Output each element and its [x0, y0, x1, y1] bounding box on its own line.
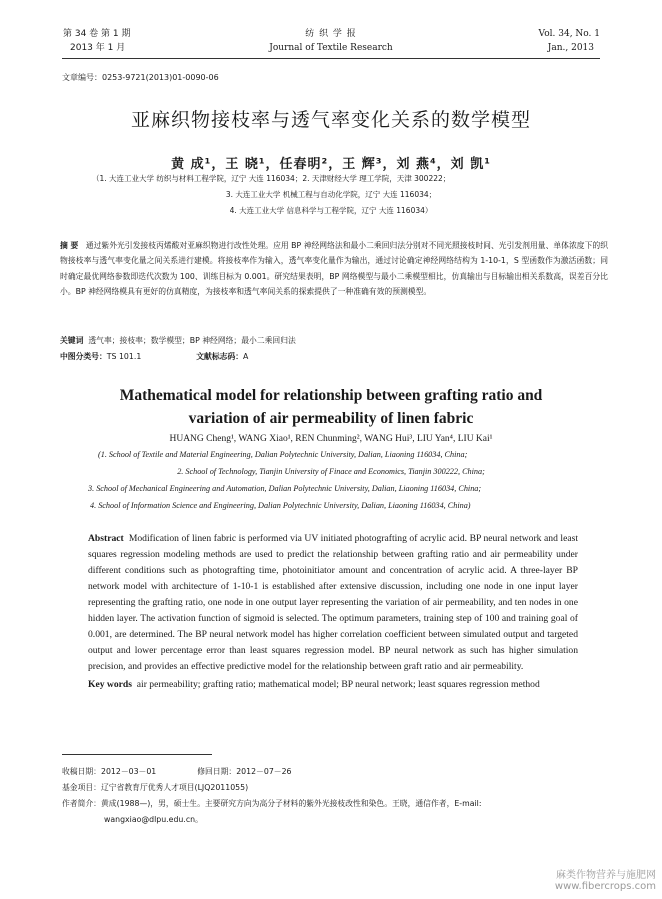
watermark [555, 866, 656, 892]
keywords-en [88, 677, 578, 693]
header-journal-cn: 纺 织 学 报 [305, 29, 357, 39]
affiliation-cn-1: （1. 大连工业大学 纺织与材料工程学院，辽宁 大连 116034；2. 天津财经大学 理工学院，天津 300222； [92, 174, 451, 183]
keywords-cn-text: 透气率；接枝率；数学模型；BP 神经网络；最小二乘回归法 [88, 336, 296, 345]
header-journal-en: Journal of Textile Research [269, 43, 393, 53]
affiliation-cn-3: 4. 大连工业大学 信息科学与工程学院，辽宁 大连 116034） [229, 206, 433, 215]
title-en-line-1: Mathematical model for relationship between grafting ratio and [119, 387, 543, 404]
title-en [0, 384, 662, 430]
title-en-line-2: variation of air permeability of linen fabric [188, 410, 474, 427]
affiliation-en-2: 2. School of Technology, Tianjin University of Finace and Economics, Tianjin 300222, China; [177, 467, 485, 476]
classification-cn [60, 351, 248, 362]
header-vol-en: Vol. 34, No. 1 [538, 29, 600, 39]
affiliation-cn-2: 3. 大连工业大学 机械工程与自动化学院，辽宁 大连 116034； [225, 190, 437, 199]
authors-en: HUANG Cheng¹, WANG Xiao¹, REN Chunming², WANG Hui³, LIU Yan⁴, LIU Kai¹ [169, 434, 493, 444]
footnote-fund: 基金项目：辽宁省教育厅优秀人才项目(LJQ2011055) [62, 783, 249, 792]
doc-code-value: A [243, 352, 249, 361]
title-cn: 亚麻织物接枝率与透气率变化关系的数学模型 [130, 109, 531, 131]
header-rule [62, 58, 600, 59]
footnote-rule [62, 754, 212, 755]
footnote-email: wangxiao@dlpu.edu.cn。 [104, 815, 203, 824]
clc-value: TS 101.1 [106, 352, 142, 361]
abstract-cn-label: 摘 要 [60, 241, 79, 250]
doc-code-label: 文献标志码： [196, 352, 244, 361]
affiliation-en-3: 3. School of Mechanical Engineering and Automation, Dalian Polytechnic University, Dalian, Liaoning 116034, China; [88, 484, 482, 493]
keywords-cn [60, 335, 296, 346]
keywords-cn-label: 关键词 [60, 336, 84, 345]
received-date: 收稿日期：2012－03－01 [62, 767, 157, 776]
clc-label: 中图分类号： [60, 352, 107, 361]
abstract-en-label: Abstract [88, 533, 124, 544]
header-date-cn: 2013 年 1 月 [70, 43, 126, 53]
affiliation-en-4: 4. School of Information Science and Engineering, Dalian Polytechnic University, Dalian, Liaoning 116034, China) [90, 501, 471, 510]
header-date-en: Jan., 2013 [547, 43, 594, 53]
watermark-line-2: www.fibercrops.com [554, 881, 656, 892]
header-volume-issue: 第 34 卷 第 1 期 [63, 29, 131, 39]
footnote-bio: 作者简介：黄成(1988—)，男，硕士生。主要研究方向为高分子材料的紫外光接枝改性和染色。王晓，通信作者，E-mail: [62, 799, 482, 808]
abstract-cn-text: 通过紫外光引发接枝丙烯酸对亚麻织物进行改性处理。应用 BP 神经网络法和最小二乘回归法分别对不同光照接枝时间、光引发剂用量、单体浓度下的织物接枝率与透气率变化量之间关系进行建模。将接枝率作为输入，透气率变化量作为输出，通过讨论确定神经网络结构为 1-10-1，S 型函数作为激活函数；同时确定最优网络参数即迭代次数为 100、训练目标为 0.001。研究结果表明，BP 网络模型与最小二乘模型相比，仿真输出与目标输出相关系数高，误差百分比小。BP 神经网络模具有更好的仿真精度，为接枝率和透气率间关系的探索提供了一种准确有效的预测模型。 [60, 241, 608, 296]
affiliation-en-1: (1. School of Textile and Material Engineering, Dalian Polytechnic University, Dalian, Liaoning 116034, China; [98, 450, 468, 459]
revised-date: 修回日期：2012－07－26 [197, 767, 292, 776]
keywords-en-label: Key words [88, 679, 132, 690]
abstract-en [88, 531, 578, 693]
authors-cn: 黄 成¹，王 晓¹，任春明²，王 辉³，刘 燕⁴，刘 凯¹ [171, 157, 491, 172]
footnote-dates [62, 764, 292, 780]
abstract-en-text: Modification of linen fabric is performed via UV initiated photografting of acrylic acid. BP neural network and least squares regression modeling methods are used to predict the relationship between grafting ratio and air permeability under different conditions such as photografting time, photoinitiator amount and concentration of acrylic acid. A three-layer BP network model with architecture of 1-10-1 is established after extensive discussion, including one node in one input layer representing the grafting ratio, one node in one output layer representing the variation of air permeability, and ten nodes in one hidden layer. The activation function of sigmoid is selected. The optimum parameters, training step of 100 and training goal of 0.001, are determined. The BP neural network model has higher correlation coefficient between simulated output and targeted output and lower percentage error than least squares regression model. BP neural network as such has higher simulation precision, and provides an effective predictive model for the relationship between graft ratio and air permeability. [88, 533, 579, 672]
keywords-en-text: air permeability; grafting ratio; mathematical model; BP neural network; least squares regression method [136, 679, 540, 690]
article-number: 文章编号：0253-9721(2013)01-0090-06 [62, 73, 219, 82]
watermark-line-1: 麻类作物营养与施肥网 [556, 870, 656, 881]
abstract-cn [60, 238, 608, 299]
